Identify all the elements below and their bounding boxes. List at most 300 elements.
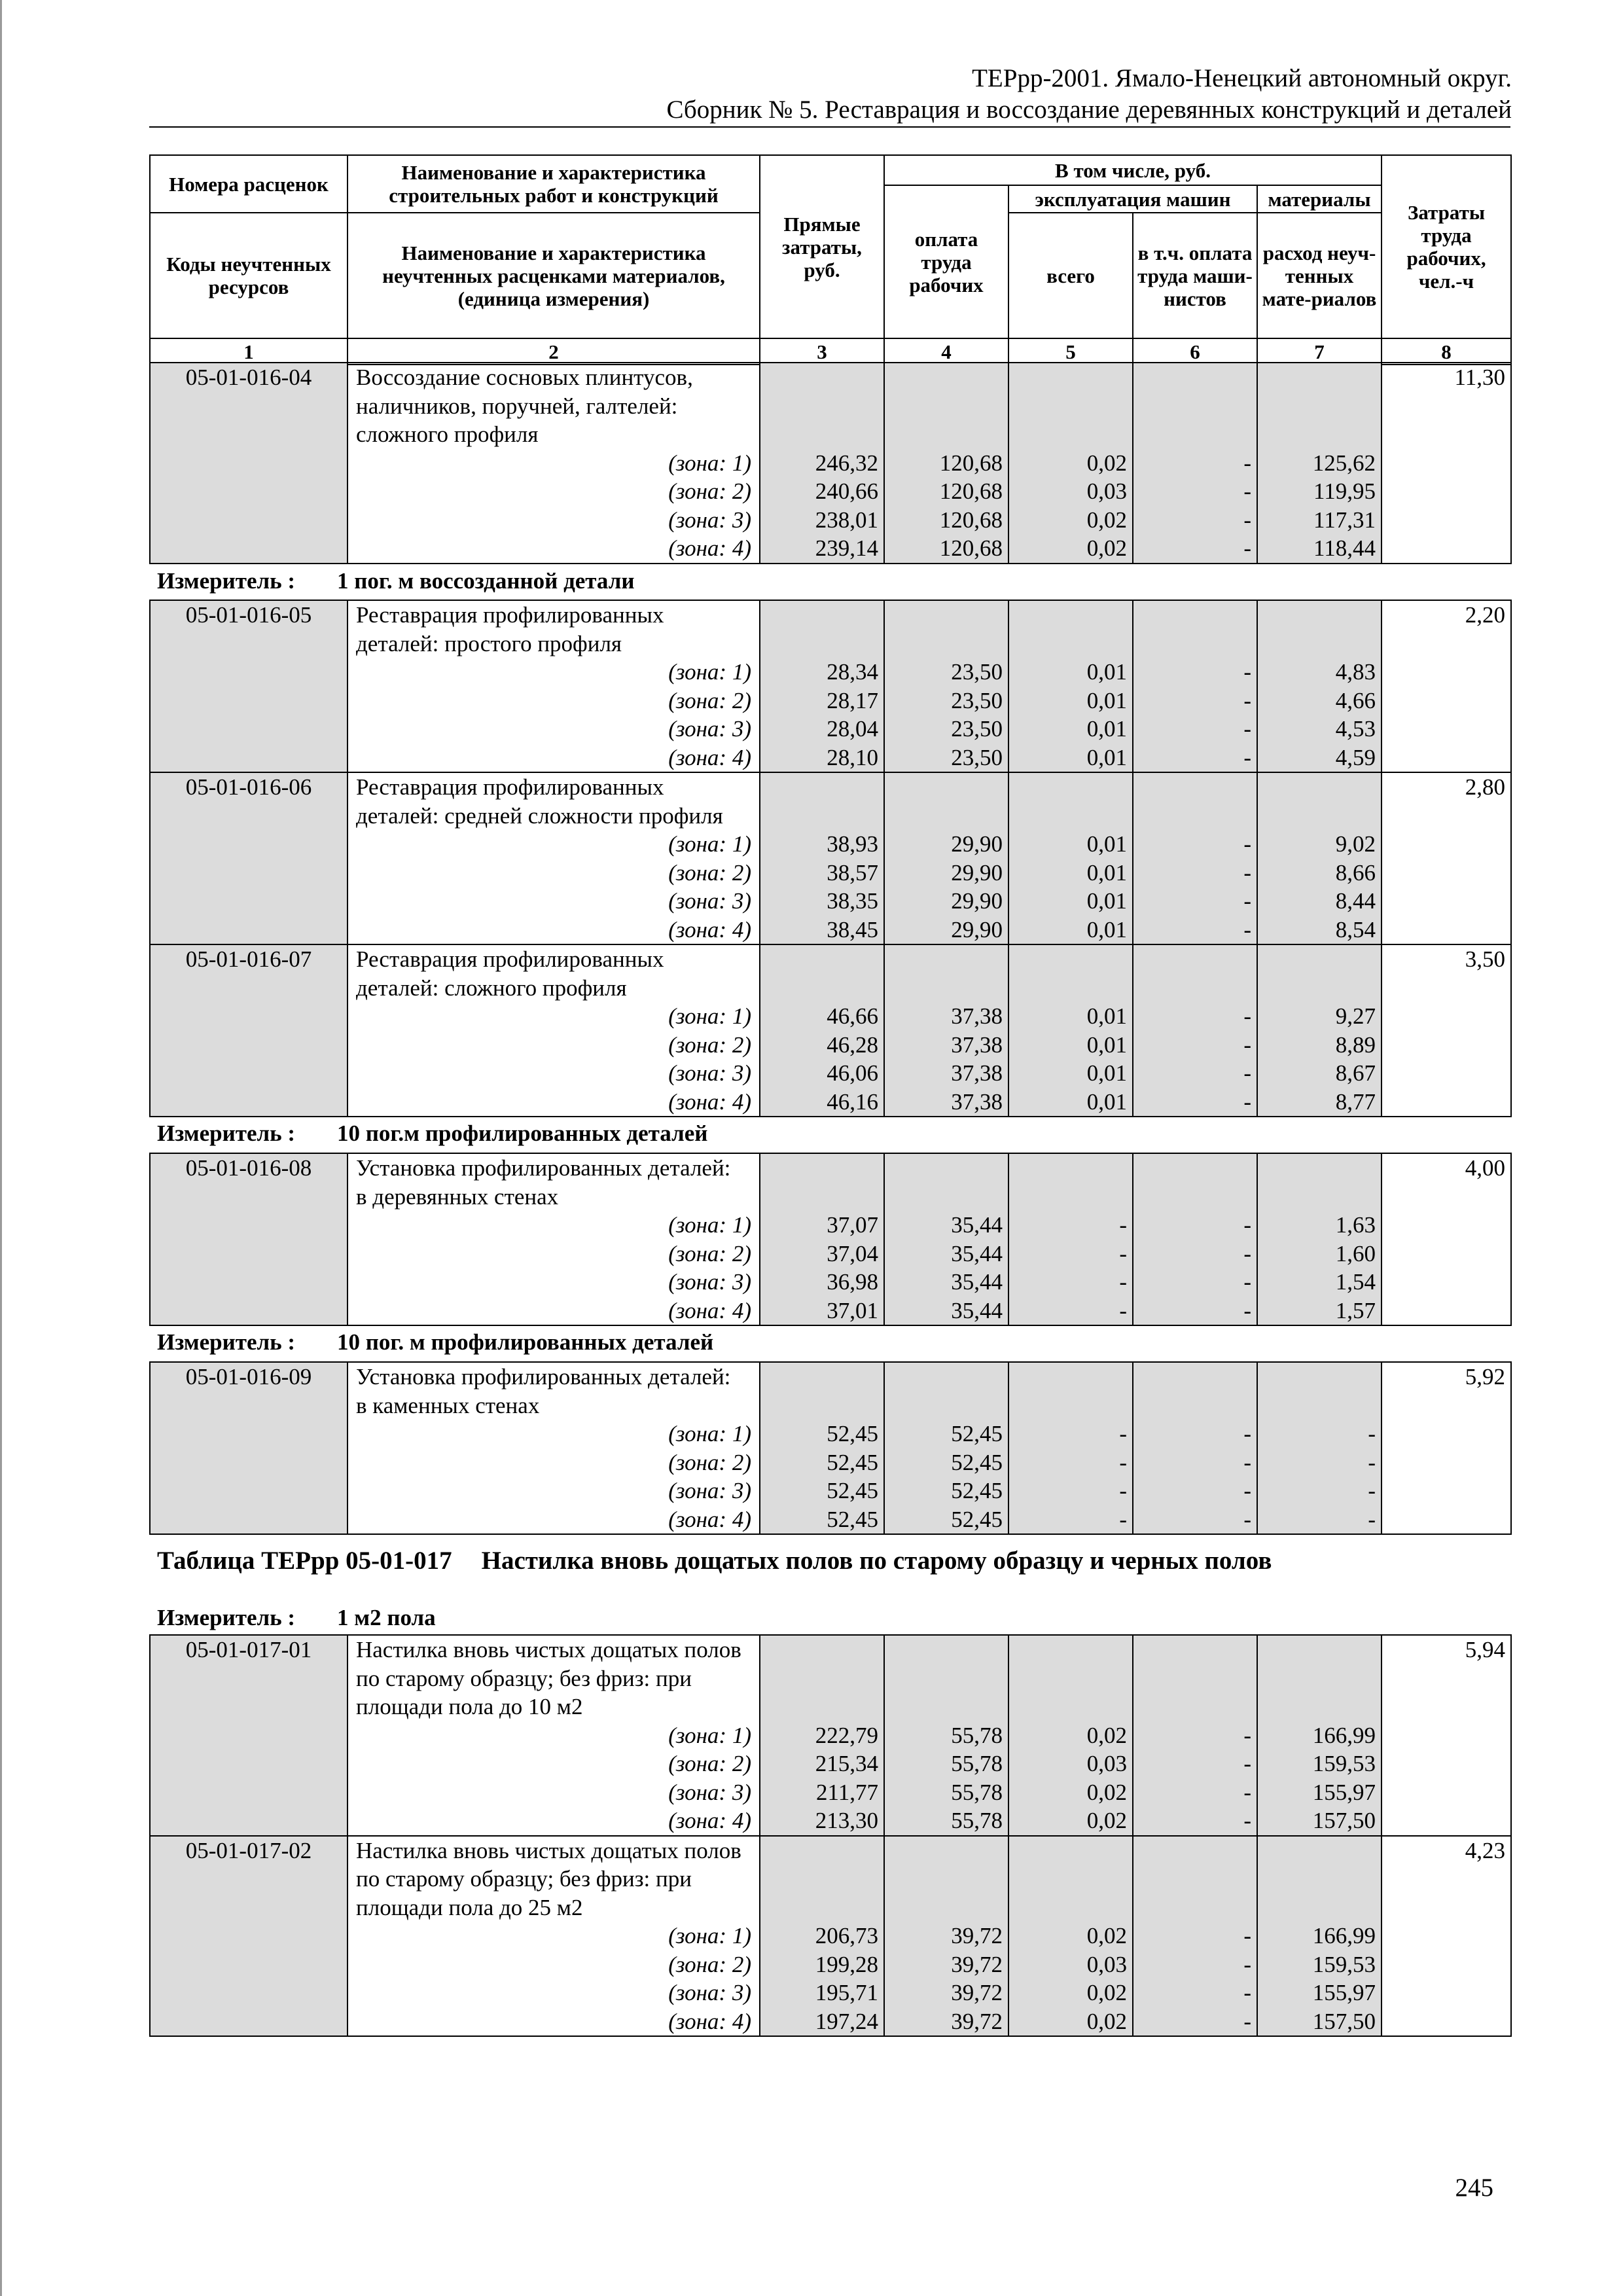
table-row	[150, 600, 1511, 630]
rate-code	[150, 887, 348, 916]
worker-pay-value	[884, 1664, 1008, 1693]
machinist-pay-value: -	[1133, 2007, 1257, 2037]
rate-code: 05-01-016-08	[150, 1153, 348, 1183]
table-row	[150, 1448, 1511, 1477]
rate-code	[150, 534, 348, 564]
direct-costs-value	[760, 420, 884, 449]
machines-total-value: 0,01	[1008, 859, 1133, 888]
rate-code: 05-01-017-02	[150, 1836, 348, 1865]
machinist-pay-value: -	[1133, 830, 1257, 859]
work-name-line: площади пола до 10 м2	[348, 1693, 760, 1721]
direct-costs-value: 28,04	[760, 715, 884, 744]
worker-pay-value	[884, 1893, 1008, 1922]
table-row	[150, 887, 1511, 916]
machines-total-value: 0,01	[1008, 1088, 1133, 1117]
material-use-value: 9,02	[1257, 830, 1382, 859]
machines-total-value	[1008, 1183, 1133, 1211]
table-title	[157, 1546, 1272, 1576]
material-use-value: 155,97	[1257, 1778, 1382, 1807]
machines-total-value: 0,02	[1008, 1778, 1133, 1807]
labor-hours-value	[1382, 1806, 1511, 1836]
machinist-pay-value: -	[1133, 1031, 1257, 1060]
worker-pay-value	[884, 1635, 1008, 1664]
work-name-line: Установка профилированных деталей:	[348, 1153, 760, 1183]
material-use-value: 8,77	[1257, 1088, 1382, 1117]
direct-costs-value	[760, 630, 884, 658]
header-machinist-pay: в т.ч. оплата труда маши-нистов	[1133, 213, 1257, 338]
rate-code: 05-01-017-01	[150, 1635, 348, 1664]
zone-label: (зона: 2)	[348, 1448, 760, 1477]
zone-label: (зона: 2)	[348, 859, 760, 888]
material-use-value: 9,27	[1257, 1002, 1382, 1031]
table-header	[149, 154, 1512, 365]
header-material-names: Наименование и характеристика неучтенных расценками материалов, (единица измерения)	[348, 213, 760, 338]
table-row	[150, 974, 1511, 1003]
machinist-pay-value: -	[1133, 658, 1257, 687]
worker-pay-value: 52,45	[884, 1477, 1008, 1505]
machinist-pay-value: -	[1133, 1922, 1257, 1950]
table-row	[150, 1778, 1511, 1807]
machinist-pay-value	[1133, 420, 1257, 449]
machines-total-value	[1008, 944, 1133, 974]
labor-hours-value	[1382, 477, 1511, 506]
table-row	[150, 506, 1511, 535]
material-use-value: 4,83	[1257, 658, 1382, 687]
worker-pay-value: 52,45	[884, 1505, 1008, 1535]
labor-hours-value	[1382, 1448, 1511, 1477]
machinist-pay-value: -	[1133, 1806, 1257, 1836]
machines-total-value	[1008, 1865, 1133, 1893]
labor-hours-value	[1382, 1240, 1511, 1268]
labor-hours-value	[1382, 1002, 1511, 1031]
labor-hours-value	[1382, 1297, 1511, 1326]
material-use-value: 117,31	[1257, 506, 1382, 535]
material-use-value: 159,53	[1257, 1950, 1382, 1979]
zone-label: (зона: 2)	[348, 1031, 760, 1060]
header-resource-codes: Коды неучтенных ресурсов	[150, 213, 348, 338]
material-use-value: -	[1257, 1448, 1382, 1477]
work-name-line: Реставрация профилированных	[348, 600, 760, 630]
table-row	[150, 1893, 1511, 1922]
work-name-line: деталей: простого профиля	[348, 630, 760, 658]
zone-label: (зона: 2)	[348, 1950, 760, 1979]
col-number: 6	[1133, 338, 1257, 365]
worker-pay-value: 55,78	[884, 1806, 1008, 1836]
labor-hours-value	[1382, 974, 1511, 1003]
rate-code	[150, 2007, 348, 2037]
table-row	[150, 1922, 1511, 1950]
table-row	[150, 477, 1511, 506]
rate-code	[150, 1979, 348, 2007]
machines-total-value: 0,01	[1008, 1002, 1133, 1031]
machinist-pay-value: -	[1133, 1950, 1257, 1979]
rate-code	[150, 1240, 348, 1268]
direct-costs-value	[760, 1693, 884, 1721]
table-row	[150, 420, 1511, 449]
zone-label: (зона: 1)	[348, 830, 760, 859]
direct-costs-value: 206,73	[760, 1922, 884, 1950]
machines-total-value	[1008, 1635, 1133, 1664]
rate-code	[150, 1922, 348, 1950]
measure-label: Измеритель :	[157, 1121, 296, 1146]
direct-costs-value: 28,10	[760, 744, 884, 773]
table-row	[150, 1950, 1511, 1979]
rate-code	[150, 1448, 348, 1477]
direct-costs-value: 52,45	[760, 1448, 884, 1477]
rate-code	[150, 392, 348, 421]
machinist-pay-value	[1133, 1153, 1257, 1183]
labor-hours-value	[1382, 1420, 1511, 1448]
machines-total-value: -	[1008, 1420, 1133, 1448]
page-edge	[0, 0, 2, 2296]
work-name-line: по старому образцу; без фриз: при	[348, 1865, 760, 1893]
direct-costs-value: 52,45	[760, 1477, 884, 1505]
material-use-value	[1257, 1391, 1382, 1420]
labor-hours-value	[1382, 1183, 1511, 1211]
rate-code	[150, 830, 348, 859]
machinist-pay-value: -	[1133, 715, 1257, 744]
zone-label: (зона: 1)	[348, 1420, 760, 1448]
rate-code	[150, 1268, 348, 1297]
col-number: 1	[150, 338, 348, 365]
material-use-value: 118,44	[1257, 534, 1382, 564]
machinist-pay-value: -	[1133, 1240, 1257, 1268]
rate-code	[150, 658, 348, 687]
direct-costs-value: 197,24	[760, 2007, 884, 2037]
table-row	[150, 1420, 1511, 1448]
worker-pay-value: 37,38	[884, 1002, 1008, 1031]
zone-label: (зона: 3)	[348, 1059, 760, 1088]
machines-total-value: 0,02	[1008, 1922, 1133, 1950]
machinist-pay-value	[1133, 974, 1257, 1003]
material-use-value: 166,99	[1257, 1922, 1382, 1950]
table-row	[150, 658, 1511, 687]
direct-costs-value	[760, 1153, 884, 1183]
col-number: 4	[884, 338, 1008, 365]
machinist-pay-value: -	[1133, 1211, 1257, 1240]
direct-costs-value: 38,57	[760, 859, 884, 888]
worker-pay-value: 23,50	[884, 715, 1008, 744]
machinist-pay-value: -	[1133, 887, 1257, 916]
direct-costs-value: 37,01	[760, 1297, 884, 1326]
zone-label: (зона: 2)	[348, 1749, 760, 1778]
table-row	[150, 916, 1511, 945]
rate-code	[150, 1059, 348, 1088]
labor-hours-value	[1382, 802, 1511, 831]
material-use-value: 1,54	[1257, 1268, 1382, 1297]
machines-total-value: -	[1008, 1505, 1133, 1535]
machinist-pay-value: -	[1133, 859, 1257, 888]
measure-unit: 1 пог. м воссозданной детали	[337, 568, 635, 594]
table-row	[150, 715, 1511, 744]
material-use-value	[1257, 1693, 1382, 1721]
work-name-line: в каменных стенах	[348, 1391, 760, 1420]
table-row	[150, 1088, 1511, 1117]
worker-pay-value	[884, 630, 1008, 658]
measure-unit: 10 пог.м профилированных деталей	[337, 1121, 708, 1146]
rate-code	[150, 802, 348, 831]
direct-costs-value: 222,79	[760, 1721, 884, 1750]
machines-total-value	[1008, 420, 1133, 449]
machinist-pay-value	[1133, 1183, 1257, 1211]
material-use-value: 1,57	[1257, 1297, 1382, 1326]
direct-costs-value	[760, 772, 884, 802]
machinist-pay-value: -	[1133, 1721, 1257, 1750]
machines-total-value: 0,01	[1008, 830, 1133, 859]
table-row	[150, 1059, 1511, 1088]
direct-costs-value: 213,30	[760, 1806, 884, 1836]
machines-total-value: 0,01	[1008, 916, 1133, 945]
labor-hours-value	[1382, 420, 1511, 449]
page-number: 245	[1455, 2174, 1493, 2202]
worker-pay-value: 39,72	[884, 2007, 1008, 2037]
labor-hours-value: 5,92	[1382, 1362, 1511, 1391]
table-title-name: Настилка вновь дощатых полов по старому образцу и черных полов	[481, 1547, 1272, 1575]
direct-costs-value: 239,14	[760, 534, 884, 564]
worker-pay-value: 39,72	[884, 1979, 1008, 2007]
labor-hours-value	[1382, 1268, 1511, 1297]
labor-hours-value	[1382, 1693, 1511, 1721]
running-header-collection: Сборник № 5. Реставрация и воссоздание деревянных конструкций и деталей	[666, 96, 1512, 124]
direct-costs-value	[760, 1635, 884, 1664]
labor-hours-value	[1382, 1059, 1511, 1088]
direct-costs-value: 46,28	[760, 1031, 884, 1060]
machines-total-value: 0,02	[1008, 1979, 1133, 2007]
work-name-line: сложного профиля	[348, 420, 760, 449]
machinist-pay-value	[1133, 1391, 1257, 1420]
labor-hours-value	[1382, 687, 1511, 715]
material-use-value: -	[1257, 1477, 1382, 1505]
material-use-value: 4,66	[1257, 687, 1382, 715]
table-row	[150, 1240, 1511, 1268]
table-row	[150, 363, 1511, 392]
rate-code	[150, 1778, 348, 1807]
machinist-pay-value	[1133, 1693, 1257, 1721]
direct-costs-value: 38,35	[760, 887, 884, 916]
worker-pay-value: 120,68	[884, 534, 1008, 564]
zone-label: (зона: 1)	[348, 1721, 760, 1750]
machinist-pay-value: -	[1133, 1505, 1257, 1535]
work-name-line: в деревянных стенах	[348, 1183, 760, 1211]
machinist-pay-value	[1133, 1836, 1257, 1865]
material-use-value	[1257, 802, 1382, 831]
running-header-title: ТЕРрр-2001. Ямало-Ненецкий автономный округ.	[972, 64, 1512, 92]
worker-pay-value	[884, 1391, 1008, 1420]
direct-costs-value: 28,34	[760, 658, 884, 687]
table-row	[150, 630, 1511, 658]
zone-label: (зона: 4)	[348, 2007, 760, 2037]
direct-costs-value: 37,04	[760, 1240, 884, 1268]
rate-code	[150, 1477, 348, 1505]
worker-pay-value	[884, 772, 1008, 802]
machinist-pay-value	[1133, 1664, 1257, 1693]
labor-hours-value	[1382, 1505, 1511, 1535]
machinist-pay-value	[1133, 802, 1257, 831]
col-number: 7	[1257, 338, 1382, 365]
labor-hours-value	[1382, 1211, 1511, 1240]
material-use-value: 8,89	[1257, 1031, 1382, 1060]
labor-hours-value: 2,80	[1382, 772, 1511, 802]
measure-line	[157, 568, 635, 594]
header-direct-costs: Прямые затраты, руб.	[760, 155, 884, 338]
table-row	[150, 392, 1511, 421]
material-use-value: 1,63	[1257, 1211, 1382, 1240]
col-number: 3	[760, 338, 884, 365]
machines-total-value	[1008, 772, 1133, 802]
labor-hours-value	[1382, 2007, 1511, 2037]
measure-label: Измеритель :	[157, 568, 296, 594]
col-number: 8	[1382, 338, 1511, 365]
worker-pay-value	[884, 600, 1008, 630]
direct-costs-value: 28,17	[760, 687, 884, 715]
zone-label: (зона: 4)	[348, 1505, 760, 1535]
direct-costs-value	[760, 1865, 884, 1893]
material-use-value	[1257, 1635, 1382, 1664]
worker-pay-value: 35,44	[884, 1268, 1008, 1297]
machines-total-value	[1008, 1664, 1133, 1693]
material-use-value: 157,50	[1257, 1806, 1382, 1836]
worker-pay-value	[884, 1693, 1008, 1721]
worker-pay-value	[884, 1362, 1008, 1391]
worker-pay-value	[884, 1183, 1008, 1211]
machinist-pay-value: -	[1133, 1297, 1257, 1326]
machines-total-value: 0,03	[1008, 1950, 1133, 1979]
direct-costs-value: 211,77	[760, 1778, 884, 1807]
header-worker-pay: оплата труда рабочих	[884, 185, 1008, 338]
col-number: 5	[1008, 338, 1133, 365]
material-use-value	[1257, 1362, 1382, 1391]
zone-label: (зона: 1)	[348, 1002, 760, 1031]
labor-hours-value	[1382, 630, 1511, 658]
zone-label: (зона: 3)	[348, 506, 760, 535]
machines-total-value: 0,01	[1008, 1059, 1133, 1088]
zone-label: (зона: 3)	[348, 1778, 760, 1807]
rate-code	[150, 1893, 348, 1922]
machines-total-value: 0,01	[1008, 1031, 1133, 1060]
direct-costs-value	[760, 600, 884, 630]
material-use-value	[1257, 1183, 1382, 1211]
header-materials: материалы	[1257, 185, 1382, 213]
rate-code	[150, 974, 348, 1003]
table-row	[150, 1505, 1511, 1535]
machines-total-value	[1008, 1893, 1133, 1922]
machines-total-value: 0,01	[1008, 744, 1133, 773]
machines-total-value	[1008, 1153, 1133, 1183]
rate-code	[150, 1721, 348, 1750]
rate-code: 05-01-016-07	[150, 944, 348, 974]
table-row	[150, 687, 1511, 715]
machinist-pay-value	[1133, 392, 1257, 421]
work-name-line: площади пола до 25 м2	[348, 1893, 760, 1922]
rate-code	[150, 744, 348, 773]
labor-hours-value	[1382, 859, 1511, 888]
machines-total-value: -	[1008, 1211, 1133, 1240]
measure-unit: 1 м2 пола	[337, 1605, 436, 1630]
worker-pay-value: 29,90	[884, 916, 1008, 945]
labor-hours-value	[1382, 1721, 1511, 1750]
rate-code: 05-01-016-04	[150, 363, 348, 392]
table-row	[150, 1635, 1511, 1664]
machines-total-value	[1008, 802, 1133, 831]
machinist-pay-value: -	[1133, 1477, 1257, 1505]
header-rule	[149, 126, 1510, 128]
material-use-value	[1257, 600, 1382, 630]
labor-hours-value	[1382, 1922, 1511, 1950]
machines-total-value	[1008, 630, 1133, 658]
worker-pay-value: 23,50	[884, 744, 1008, 773]
machinist-pay-value: -	[1133, 1268, 1257, 1297]
measure-label: Измеритель :	[157, 1329, 296, 1355]
rate-code: 05-01-016-06	[150, 772, 348, 802]
rate-code	[150, 1002, 348, 1031]
worker-pay-value: 120,68	[884, 477, 1008, 506]
table-row	[150, 802, 1511, 831]
machines-total-value	[1008, 974, 1133, 1003]
material-use-value	[1257, 944, 1382, 974]
table-row	[150, 1865, 1511, 1893]
rate-code	[150, 1865, 348, 1893]
direct-costs-value	[760, 1362, 884, 1391]
measure-line	[157, 1121, 707, 1147]
header-machines-total: всего	[1008, 213, 1133, 338]
material-use-value	[1257, 1836, 1382, 1865]
material-use-value: 119,95	[1257, 477, 1382, 506]
table-row	[150, 1806, 1511, 1836]
worker-pay-value: 120,68	[884, 449, 1008, 478]
labor-hours-value: 4,00	[1382, 1153, 1511, 1183]
zone-label: (зона: 4)	[348, 1806, 760, 1836]
material-use-value	[1257, 1865, 1382, 1893]
worker-pay-value: 35,44	[884, 1297, 1008, 1326]
material-use-value: 8,67	[1257, 1059, 1382, 1088]
header-work-name: Наименование и характеристика строительных работ и конструкций	[348, 155, 760, 213]
worker-pay-value	[884, 420, 1008, 449]
zone-label: (зона: 3)	[348, 1477, 760, 1505]
col-number: 2	[348, 338, 760, 365]
worker-pay-value: 29,90	[884, 830, 1008, 859]
material-use-value	[1257, 1893, 1382, 1922]
zone-label: (зона: 3)	[348, 1979, 760, 2007]
labor-hours-value	[1382, 449, 1511, 478]
worker-pay-value	[884, 1865, 1008, 1893]
table-row	[150, 1664, 1511, 1693]
direct-costs-value: 215,34	[760, 1749, 884, 1778]
zone-label: (зона: 4)	[348, 916, 760, 945]
machines-total-value	[1008, 392, 1133, 421]
worker-pay-value: 29,90	[884, 887, 1008, 916]
machines-total-value: 0,02	[1008, 534, 1133, 564]
work-name-line: Реставрация профилированных	[348, 944, 760, 974]
table-row	[150, 1693, 1511, 1721]
rate-code: 05-01-016-05	[150, 600, 348, 630]
worker-pay-value: 52,45	[884, 1448, 1008, 1477]
machinist-pay-value: -	[1133, 916, 1257, 945]
machinist-pay-value: -	[1133, 1059, 1257, 1088]
material-use-value	[1257, 1153, 1382, 1183]
zone-label: (зона: 2)	[348, 477, 760, 506]
rate-code	[150, 1693, 348, 1721]
rate-code	[150, 449, 348, 478]
material-use-value: 8,44	[1257, 887, 1382, 916]
material-use-value: 8,66	[1257, 859, 1382, 888]
machinist-pay-value	[1133, 600, 1257, 630]
zone-label: (зона: 3)	[348, 1268, 760, 1297]
machines-total-value: 0,03	[1008, 1749, 1133, 1778]
table-title-code: Таблица ТЕРрр 05-01-017	[157, 1547, 452, 1575]
labor-hours-value	[1382, 1979, 1511, 2007]
work-name-line: наличников, поручней, галтелей:	[348, 392, 760, 421]
machinist-pay-value: -	[1133, 1420, 1257, 1448]
